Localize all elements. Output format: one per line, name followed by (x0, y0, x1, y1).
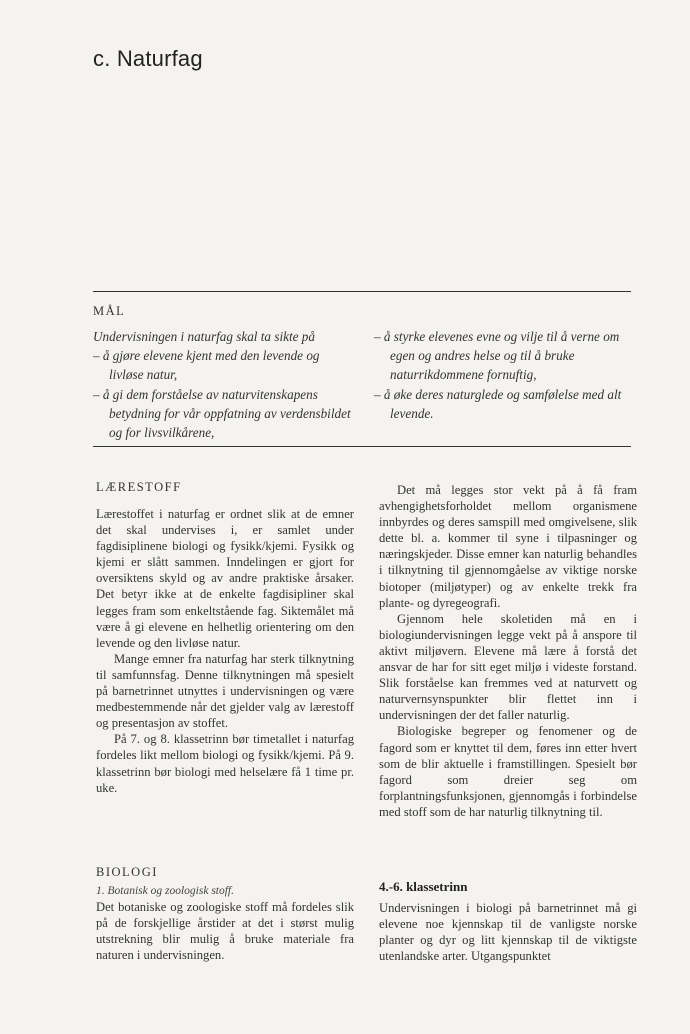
laerestoff-body (96, 506, 354, 796)
right-paragraph: Gjennom hele skoletiden må en i biologiundervisningen legge vekt på å anspore til aktivt miljøvern. Elevene må lære å forstå det ansvar de har for sitt eget miljø i videste forstand. Slik forståelse kan fremmes ved at naturvett og naturvernsynspunkter blir flettet inn i undervisningen der det faller naturlig. (379, 611, 637, 723)
biologi-body (96, 883, 354, 963)
laerestoff-paragraph: Mange emner fra naturfag har sterk tilknytning til samfunnsfag. Denne tilknytningen må spesielt på barnetrinnet utnyttes i undervisningen og være medbestemmende når det gjelder valg av lærestoff og presentasjon av stoffet. (96, 651, 354, 731)
right-column-body (379, 482, 637, 820)
biologi-subheading: 1. Botanisk og zoologisk stoff. (96, 885, 234, 897)
goals-top-rule (93, 291, 631, 292)
laerestoff-paragraph: Lærestoffet i naturfag er ordnet slik at de emner det skal undervises i, er samlet under fagdisiplinene biologi og fysikk/kjemi. Fysikk og kjemi er slått sammen. Inndelingen er gjort for oversiktens skyld og av andre praktiske årsaker. Det betyr ikke at de enkelte fagdisipliner skal legges fram som enkeltstående fag. Siktemålet må være å gi elevene en helhetlig orientering om den levende og den livløse natur. (96, 507, 354, 650)
klassetrinn-heading: 4.-6. klassetrinn (379, 879, 468, 894)
goals-left-column (93, 327, 356, 442)
biologi-heading: BIOLOGI (96, 865, 158, 879)
goal-item: – å gi dem forståelse av naturvitenskapens betydning for vår oppfatning av verdensbildet og for livsvilkårene, (93, 386, 351, 441)
klassetrinn-body (379, 900, 637, 964)
right-paragraph: Det må legges stor vekt på å få fram avhengighetsforholdet mellom organismene innbyrdes og deres samspill med omgivelsene, slik dette bl. a. kommer til syne i tilpasninger og næringskjeder. Disse emner kan naturlig behandles i tilknytning til gjennomgåelse av viktige norske biotoper (miljøtyper) og av enkelte trekk fra plante- og dyregeografi. (379, 483, 637, 610)
goals-bottom-rule (93, 446, 631, 447)
goal-item: – å gjøre elevene kjent med den levende og livløse natur, (93, 348, 320, 383)
right-paragraph: Biologiske begreper og fenomener og de fagord som er knyttet til dem, føres inn etter hvert som de blir aktuelle i framstillingen. Spesielt bør fagord som dreier seg om forplantningsfunksjonen, gjennomgås i forbindelse med stoff som de har naturlig tilknytning til. (379, 724, 637, 819)
goals-heading: MÅL (93, 304, 126, 318)
klassetrinn-paragraph: Undervisningen i biologi på barnetrinnet må gi elevene noe kjennskap til de vanligste norske planter og dyr og litt kjennskap til de viktigste utenlandske arter. Utgangspunktet (379, 901, 637, 964)
goal-item: – å øke deres naturglede og samfølelse med alt levende. (374, 386, 622, 421)
laerestoff-heading: LÆRESTOFF (96, 480, 182, 494)
chapter-title: c. Naturfag (93, 46, 203, 71)
goals-intro: Undervisningen i naturfag skal ta sikte på (93, 329, 315, 344)
biologi-paragraph: Det botaniske og zoologiske stoff må fordeles slik på de forskjellige årstider at det i størst mulig utstrekning blir mulig å bruke materiale fra naturen i undervisningen. (96, 900, 354, 963)
goal-item: – å styrke elevenes evne og vilje til å verne om egen og andres helse og til å bruke naturrikdommene fornuftig, (374, 329, 620, 383)
laerestoff-paragraph: På 7. og 8. klassetrinn bør timetallet i naturfag fordeles likt mellom biologi og fysikk/kjemi. På 9. klassetrinn bør biologi med helselære få 1 time pr. uke. (96, 732, 354, 795)
goals-right-column (374, 327, 636, 423)
